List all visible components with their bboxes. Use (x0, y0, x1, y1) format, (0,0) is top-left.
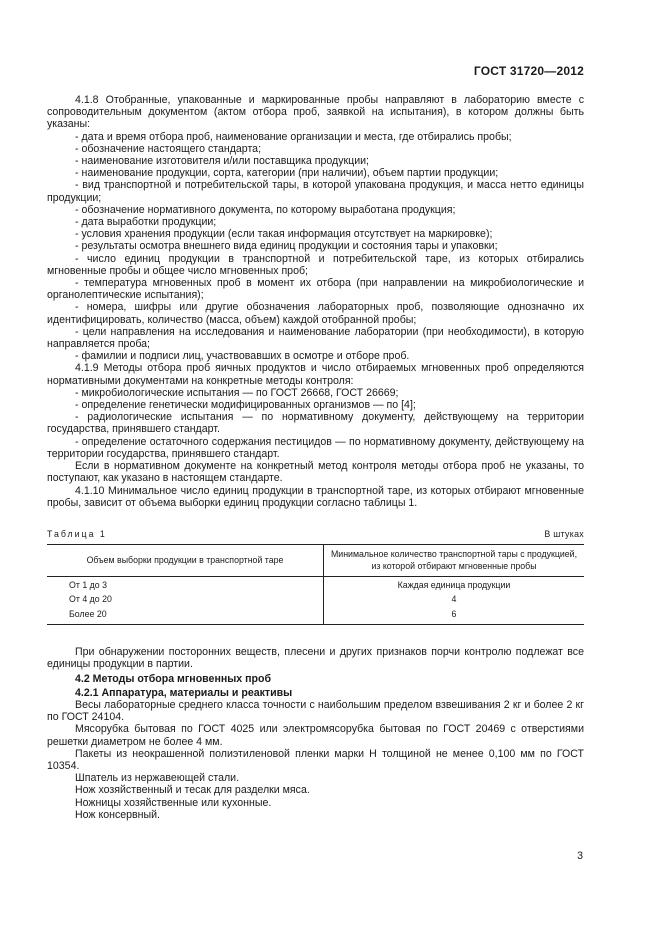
table-cell-min: 4 (451, 594, 457, 605)
list-item: - обозначение настоящего стандарта; (75, 142, 262, 155)
table-caption: Таблица 1 (47, 528, 107, 539)
paragraph: Если в нормативном документе на конкретный метод контроля методы отбора проб не указаны, то поступают, как указано в настоящем стандарте. (47, 460, 584, 485)
table-row (47, 576, 584, 594)
table-header-min: Минимальное количество транспортной тары с продукцией, из которой отбирают мгновенные пробы (324, 545, 585, 577)
subsection-heading: 4.2.1 Аппаратура, материалы и реактивы (75, 686, 293, 699)
paragraph: Мясорубка бытовая по ГОСТ 4025 или электромясорубка бытовая по ГОСТ 20469 с отверстиями решетки диаметром не более 4 мм. (47, 723, 584, 748)
table-units: В штуках (544, 528, 584, 539)
paragraph: 4.1.10 Минимальное число единиц продукции в транспортной таре, из которых отбирают мгновенные пробы, зависит от объема выборки единиц продукции согласно таблицы 1. (47, 484, 584, 509)
list-item: - наименование изготовителя и/или поставщика продукции; (75, 155, 370, 168)
page-content (47, 94, 584, 821)
page-number: 3 (577, 850, 583, 862)
table-cell-volume: От 1 до 3 (47, 576, 324, 594)
table-caption-row (47, 528, 584, 540)
paragraph: 4.1.8 Отобранные, упакованные и маркированные пробы направляют в лабораторию вместе с сопроводительным документом (актом отбора проб, заявкой на испытания), в котором должны быть указаны: (47, 94, 584, 131)
paragraph: 4.1.9 Методы отбора проб яичных продуктов и число отбираемых мгновенных проб определяются нормативными документами на конкретные методы контроля: (47, 362, 584, 387)
sample-table (47, 544, 584, 625)
paragraph: Нож консервный. (75, 808, 160, 821)
list-item: - радиологические испытания — по нормативному документу, действующему на территории государства, принявшего стандарт. (47, 411, 584, 436)
paragraph: Ножницы хозяйственные или кухонные. (75, 796, 272, 809)
paragraph: При обнаружении посторонних веществ, плесени и других признаков порчи контролю подлежат все единицы продукции в партии. (47, 646, 584, 671)
table-cell-volume: От 4 до 20 (47, 594, 324, 608)
list-item: - фамилии и подписи лиц, участвовавших в осмотре и отборе проб. (75, 350, 410, 363)
paragraph: Нож хозяйственный и тесак для разделки мяса. (75, 784, 310, 797)
table-cell-min: 6 (324, 609, 585, 625)
list-item: - дата выработки продукции; (75, 216, 217, 229)
list-item: - температура мгновенных проб в момент их отбора (при направлении на микробиологические и органолептические испытания); (47, 277, 584, 302)
section-heading: 4.2 Методы отбора мгновенных проб (75, 672, 272, 685)
list-item: - условия хранения продукции (если такая информация отсутствует на маркировке); (75, 228, 493, 241)
table-cell-min: Каждая единица продукции (397, 579, 511, 590)
list-item: - микробиологические испытания — по ГОСТ 26668, ГОСТ 26669; (75, 386, 399, 399)
table-header-volume: Объем выборки продукции в транспортной таре (47, 545, 324, 577)
paragraph: Шпатель из нержавеющей стали. (75, 772, 240, 785)
standard-header: ГОСТ 31720—2012 (473, 64, 584, 78)
list-item: - определение остаточного содержания пестицидов — по нормативному документу, действующему на территории государства, принявшего стандарт. (47, 435, 584, 460)
list-item: - обозначение нормативного документа, по которому выработана продукция; (75, 203, 456, 216)
list-item: - результаты осмотра внешнего вида единиц продукции и состояния тары и упаковки; (75, 240, 498, 253)
list-item: - определение генетически модифицированных организмов — по [4]; (75, 399, 416, 412)
paragraph: Весы лабораторные среднего класса точности с наибольшим пределом взвешивания 2 кг и более 2 кг по ГОСТ 24104. (47, 698, 584, 724)
list-item: - число единиц продукции в транспортной и потребительской таре, из которых отбирались мгновенные пробы и общее число мгновенных проб; (47, 252, 584, 277)
paragraph: Пакеты из неокрашенной полиэтиленовой пленки марки Н толщиной не менее 0,100 мм по ГОСТ 10354. (47, 747, 584, 772)
table-header-row (47, 545, 584, 577)
list-item: - вид транспортной и потребительской тары, в которой упакована продукция, и масса нетто единицы продукции; (47, 179, 584, 204)
list-item: - наименование продукции, сорта, категории (при наличии), объем партии продукции; (75, 167, 499, 180)
list-item: - дата и время отбора проб, наименование организации и места, где отбирались пробы; (75, 130, 512, 143)
table-row (47, 594, 584, 608)
list-item: - цели направления на исследования и наименование лаборатории (при необходимости), в которую направляется проба; (47, 325, 584, 351)
list-item: - номера, шифры или другие обозначения лабораторных проб, позволяющие однозначно их идентифицировать, количество (масса, объем) каждой отобранной пробы; (47, 301, 584, 326)
table-row (47, 609, 584, 625)
table-cell-volume: Более 20 (47, 609, 324, 625)
